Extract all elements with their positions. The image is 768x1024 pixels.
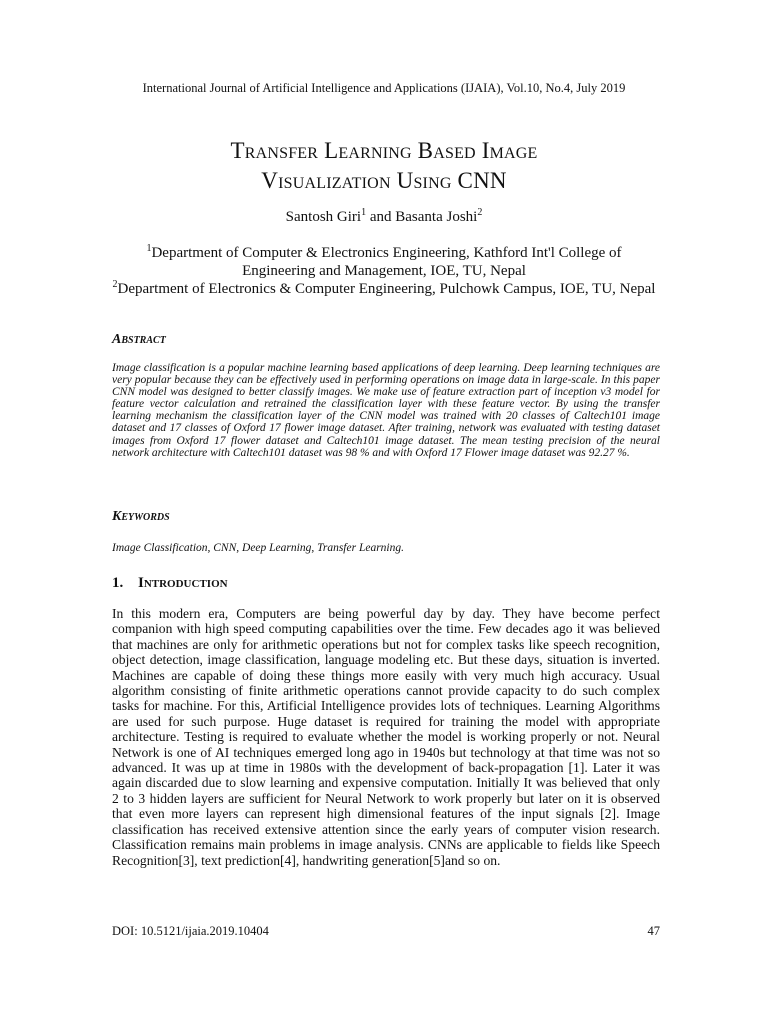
affiliations — [112, 244, 656, 298]
affiliation-text: Department of Electronics & Computer Engineering, Pulchowk Campus, IOE, TU, Nepal — [117, 281, 656, 297]
affiliation-text: Department of Computer & Electronics Engineering, Kathford Int'l College of Engineering and Management, IOE, TU, Nepal — [151, 245, 622, 279]
title-line-2: Visualization Using CNN — [261, 168, 507, 193]
introduction-body: In this modern era, Computers are being powerful day by day. They have become perfect companion with high speed computing capabilities over the time. Few decades ago it was believed that machines are only for arithmetic operations but not for complex tasks like speech recognition, object detection, image classification, language modeling etc. But these days, situation is inverted. Machines are capable of doing these things more easily with very much high accuracy. Usual algorithm consisting of finite arithmetic operations cannot provide capacity to do such complex tasks for machine. For this, Artificial Intelligence provides lots of techniques. Learning Algorithms are used for such purpose. Huge dataset is required for training the model with appropriate architecture. Testing is required to evaluate whether the model is working properly or not. Neural Network is one of AI techniques emerged long ago in 1940s but technology at that time was not so advanced. It was up at time in 1980s with the development of back-propagation [1]. Later it was again discarded due to slow learning and expensive computation. Initially It was believed that only 2 to 3 hidden layers are sufficient for Neural Network to work properly but later on it is observed that even more layers can represent high dimensional features of the input signals [2]. Image classification has received extensive attention since the early years of computer vision research. Classification remains main problems in image analysis. CNNs are applicable to fields like Speech Recognition[3], text prediction[4], handwriting generation[5]and so on. — [112, 606, 660, 868]
author-separator: and — [366, 209, 396, 225]
paper-title — [60, 136, 708, 196]
author-affiliation-mark: 2 — [477, 207, 483, 218]
abstract-heading: Abstract — [112, 332, 166, 347]
title-line-1: Transfer Learning Based Image — [230, 138, 538, 163]
introduction-heading — [112, 573, 228, 593]
author-name: Santosh Giri — [285, 209, 362, 225]
author-list — [0, 207, 768, 227]
author-affiliation-mark: 1 — [361, 207, 367, 218]
affiliation-1 — [112, 244, 656, 280]
section-title: Introduction — [138, 575, 228, 591]
footer-doi: DOI: 10.5121/ijaia.2019.10404 — [112, 924, 269, 938]
keywords-heading: Keywords — [112, 509, 170, 524]
affiliation-mark: 2 — [112, 279, 118, 290]
footer-page-number: 47 — [647, 924, 660, 938]
keywords-text: Image Classification, CNN, Deep Learning, Transfer Learning. — [112, 542, 404, 554]
affiliation-2 — [112, 280, 656, 298]
section-number: 1. — [112, 575, 124, 591]
author-name: Basanta Joshi — [395, 209, 478, 225]
running-header: International Journal of Artificial Intelligence and Applications (IJAIA), Vol.10, No.4, July 2019 — [142, 81, 626, 95]
affiliation-mark: 1 — [146, 243, 152, 254]
abstract-text: Image classification is a popular machine learning based applications of deep learning. Deep learning techniques are very popular because they can be effectively used in performing operations on image data in large-scale. In this paper CNN model was designed to better classify images. We make use of feature extraction part of inception v3 model for feature vector calculation and retrained the classification layer with these feature vector. By using the transfer learning mechanism the classification layer of the CNN model was trained with 20 classes of Caltech101 image dataset and 17 classes of Oxford 17 flower image dataset. After training, network was evaluated with testing dataset images from Oxford 17 flower dataset and Caltech101 image dataset. The mean testing precision of the neural network architecture with Caltech101 dataset was 98 % and with Oxford 17 Flower image dataset was 92.27 %. — [112, 362, 660, 459]
